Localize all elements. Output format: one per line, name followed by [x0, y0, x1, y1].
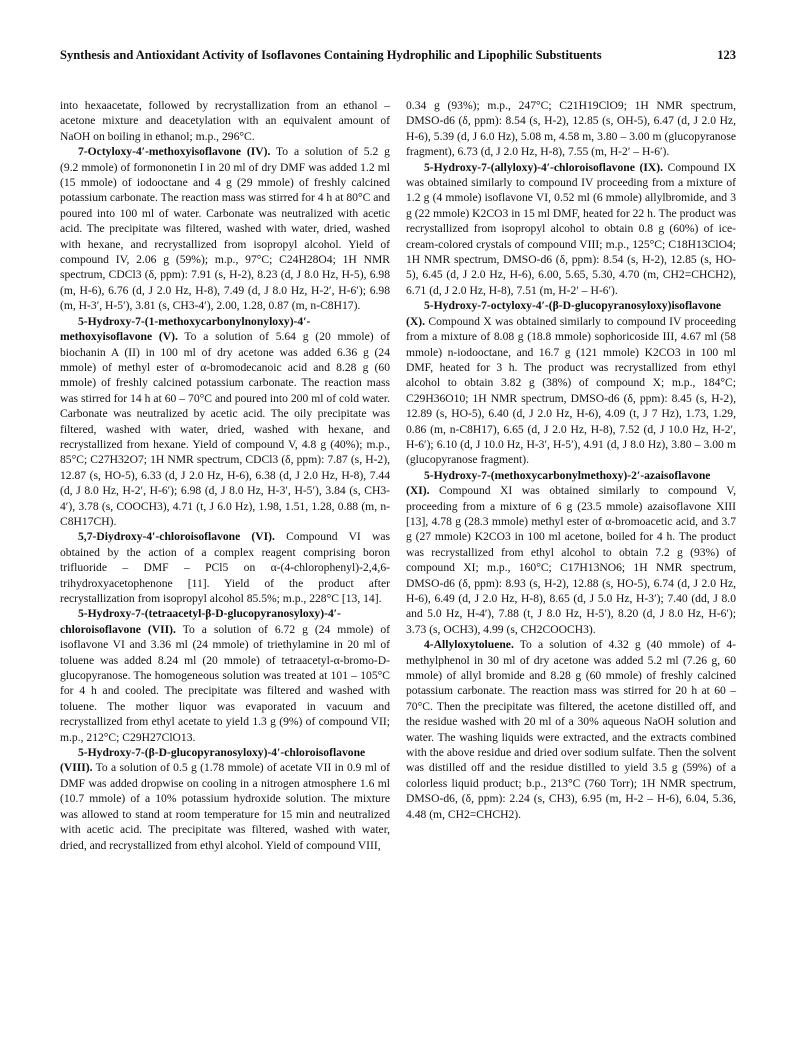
paragraph-text: 0.34 g (93%); m.p., 247°C; C21H19ClO9; 1H NMR spectrum, DMSO-d6 (δ, ppm): 8.54 (s, H-2), 12.85 (s, OH-5), 6.47 (d, J 2.0 Hz, H-6), 5.39 (d, J 6.0 Hz), 5.08 m, 4.58 m, 3.80 – 3.00 m (glucopyranose fragment), 6.73 (d, J 2.0 Hz, H-8), 7.55 (m, H-2′ – H-6′). — [406, 99, 736, 159]
paragraph — [406, 98, 736, 160]
left-column — [60, 98, 390, 853]
paragraph-text: Compound XI was obtained similarly to compound V, proceeding from a mixture of 6 g (23.5 mmole) azaisoflavone XIII [13], 4.78 g (28.3 mmole) methyl ester of α-bromoacetic acid, and 3.7 g (27 mmole) K2CO3 in 100 ml acetone, boiled for 4 h. The product was recrystallized from ethyl alcohol to obtain 7.2 g (93%) of compound XI; m.p., 160°C; C17H13NO6; 1H NMR spectrum, DMSO-d6 (δ, ppm): 8.93 (s, H-2), 12.88 (s, HO-5), 6.74 (d, J 2.0 Hz, H-6), 6.49 (d, J 2.0 Hz, H-8), 8.65 (d, J 5.0 Hz, H-3′); 7.40 (dd, J 8.0 and 5.0 Hz, H-4′), 7.88 (t, J 8.0 Hz, H-5′), 8.20 (d, J 8.0 Hz, H-6′); 3.73 (s, OCH3), 4.99 (s, CH2COOCH3). — [406, 484, 736, 636]
compound-heading: 5-Hydroxy-7-(tetraacetyl-β-D-glucopyranosyloxy)-4′-chloroisoflavone (VII). — [60, 607, 341, 636]
paragraph-text: To a solution of 5.2 g (9.2 mmole) of formononetin I in 20 ml of dry DMF was added 1.2 ml (15 mmole) of iodooctane and 4 g (29 mmole) of freshly calcined potassium carbonate. The reaction mass was stirred for 4 h at 80°C and poured into 100 ml of water. Carbonate was neutralized with acetic acid. The precipitate was filtered, washed with water, dried, washed with hexane, and recrystallized from isopropyl alcohol. Yield of compound IV, 2.06 g (59%); m.p., 97°C; C24H28O4; 1H NMR spectrum, CDCl3 (δ, ppm): 7.91 (s, H-2), 8.23 (d, J 8.0 Hz, H-5), 6.98 (m, H-6), 6.76 (d, J 2.0 Hz, H-8), 7.49 (d, J 8.0 Hz, H-2′, H-6′); 6.98 (m, H-3′, H-5′), 3.81 (s, CH3-4′), 2.00, 1.28, 0.87 (m, n-C8H17). — [60, 145, 390, 313]
compound-heading: 7-Octyloxy-4′-methoxyisoflavone (IV). — [78, 145, 271, 159]
paragraph-text: Compound X was obtained similarly to compound IV proceeding from a mixture of 8.08 g (18.8 mmole) sophoricoside III, 4.67 ml (58 mmole) n-iodooctane, and 16.7 g (121 mmole) K2CO3 in 100 ml DMF, heated for 3 h. The product was recrystallized from ethyl alcohol to obtain 3.82 g (38%) of compound X; m.p., 184°C; C29H36O10; 1H NMR spectrum, DMSO-d6 (δ, ppm): 8.45 (s, H-2), 12.89 (s, HO-5), 6.40 (d, J 2.0 Hz, H-6), 4.09 (t, J 7 Hz), 1.73, 1.29, 0.86 (m, n-C8H17), 6.65 (d, J 2.0 Hz, H-8), 7.52 (d, J 10.0 Hz, H-2′, H-6′); 6.10 (d, J 10.0 Hz, H-3′, H-5′), 4.91 (d, J 8.0 Hz), 3.80 – 3.00 m (glucopyranose fragment). — [406, 314, 736, 467]
compound-heading: 5-Hydroxy-7-(methoxycarbonylmethoxy)-2′-azaisoflavone (XI). — [406, 468, 711, 498]
paragraph — [406, 468, 736, 637]
paragraph-text: Compound IX was obtained similarly to compound IV proceeding from a mixture of 1.2 g (4 mmole) isoflavone VI, 0.52 ml (6 mmole) allylbromide, and 3 g (22 mmole) K2CO3 in 15 ml DMF, heated for 22 h. The product was recrystallized from isopropyl alcohol to obtain 0.8 g (60%) of ice-cream-colored crystals of compound VIII; m.p., 125°C; C18H13ClO4; 1H NMR spectrum, DMSO-d6 (δ, ppm): 8.54 (s, H-2), 12.85 (s, HO-5), 6.45 (d, J 2.0 Hz, H-6), 6.00, 5.65, 5.30, 4.70 (m, CH2=CHCH2), 6.71 (d, J 2.0 Hz, H-8), 7.51 (m, H-2′ – H-6′). — [406, 160, 736, 297]
paragraph — [60, 144, 390, 313]
running-header — [60, 48, 736, 66]
paragraph-text: Compound VI was obtained by the action of a complex reagent comprising boron trifluoride – DMF – PCl5 on α-(4-chlorophenyl)-2,4,6-trihydroxyacetophenone [11]. Yield of the product after recrystallization from isopropyl alcohol 85.5%; m.p., 228°C [13, 14]. — [60, 530, 390, 605]
paragraph-text: To a solution of 0.5 g (1.78 mmole) of acetate VII in 0.9 ml of DMF was added dropwise on cooling in a nitrogen atmosphere 1.6 ml (10.7 mmole) of a 10% potassium hydroxide solution. The mixture was allowed to stand at room temperature for 15 min and neutralized with acetic acid. The precipitate was filtered, washed with water, dried, and recrystallized from ethyl alcohol. Yield of compound VIII, — [60, 761, 390, 852]
paragraph-text: To a solution of 5.64 g (20 mmole) of biochanin A (II) in 100 ml of dry acetone was added 6.36 g (24 mmole) of methyl ester of α-bromodecanoic acid and 8.28 g (60 mmole) of freshly calcined potassium carbonate. The reaction mass was stirred for 14 h at 60 – 70°C and poured into 200 ml of cold water. Carbonate was neutralized by acetic acid. The oily precipitate was filtered, washed with water, dried, washed with hexane, and recrystallized from hexane. Yield of compound V, 4.8 g (40%); m.p., 85°C; C27H32O7; 1H NMR spectrum, CDCl3 (δ, ppm): 7.87 (s, H-2), 12.87 (s, HO-5), 6.33 (d, J 2.0 Hz, H-6), 6.38 (d, J 2.0 Hz, H-8), 7.44 (d, J 8.0 Hz, H-2′, H-6′); 6.98 (d, J 8.0 Hz, H-3′, H-5′), 3.84 (s, CH3-4′), 3.78 (s, COOCH3), 4.71 (t, J 6.0 Hz), 1.98, 1.51, 1.28, 0.88 (m, n-C8H17CH). — [60, 330, 390, 528]
compound-heading: 5-Hydroxy-7-octyloxy-4′-(β-D-glucopyranosyloxy)isoflavone (X). — [406, 299, 722, 328]
paragraph — [60, 314, 390, 530]
page-number: 123 — [717, 48, 736, 62]
paragraph — [60, 745, 390, 853]
compound-heading: 5-Hydroxy-7-(β-D-glucopyranosyloxy)-4′-chloroisoflavone (VIII). — [60, 746, 366, 775]
paragraph — [60, 529, 390, 606]
paragraph-text: into hexaacetate, followed by recrystallization from an ethanol – acetone mixture and deacetylation with an equivalent amount of NaOH on boiling in ethanol; m.p., 296°C. — [60, 99, 390, 143]
paragraph-text: To a solution of 4.32 g (40 mmole) of 4-methylphenol in 30 ml of dry acetone was added 5.2 ml (7.26 g, 60 mmole) of allyl bromide and 8.28 g (60 mmole) of freshly calcined potassium carbonate. The reaction mass was stirred for 20 h at 60 – 70°C. Then the precipitate was filtered, the acetone distilled off, and the residue washed with 20 ml of a 30% aqueous NaOH solution and water. The washing liquids were extracted, and the extracts combined with the above residue and dried over sodium sulfate. Then the solvent was distilled off and the residue distilled to yield 3.5 g (59%) of a colorless liquid product; b.p., 213°C (760 Torr); 1H NMR spectrum, DMSO-d6, (δ, ppm): 2.24 (s, CH3), 6.95 (m, H-2 – H-6), 6.04, 5.36, 4.48 (m, CH2=CHCH2). — [406, 638, 736, 821]
paragraph — [406, 160, 736, 299]
paragraph — [406, 637, 736, 822]
compound-heading: 5-Hydroxy-7-(1-methoxycarbonylnonyloxy)-4′-methoxyisoflavone (V). — [60, 314, 311, 344]
paragraph — [406, 298, 736, 467]
right-column — [406, 98, 736, 822]
compound-heading: 4-Allyloxytoluene. — [424, 638, 514, 652]
paragraph-text: To a solution of 6.72 g (24 mmole) of isoflavone VI and 3.36 ml (24 mmole) of triethylamine in 20 ml of toluene was added 8.24 ml (20 mmole) of tetraacetyl-α-bromo-D-glucopyranose. The homogeneous solution was treated at 101 – 105°C for 4 h and cooled. The precipitate was filtered and washed with toluene. The mother liquor was evaporated in vacuum and recrystallized from ethyl acetate to yield 1.3 g (9%) of compound VII; m.p., 212°C; C29H27ClO13. — [60, 622, 390, 744]
running-title: Synthesis and Antioxidant Activity of Isoflavones Containing Hydrophilic and Lipophilic Substituents — [60, 48, 602, 62]
compound-heading: 5-Hydroxy-7-(allyloxy)-4′-chloroisoflavone (IX). — [424, 160, 663, 174]
compound-heading: 5,7-Diydroxy-4′-chloroisoflavone (VI). — [78, 530, 275, 544]
paragraph — [60, 606, 390, 745]
paragraph — [60, 98, 390, 144]
